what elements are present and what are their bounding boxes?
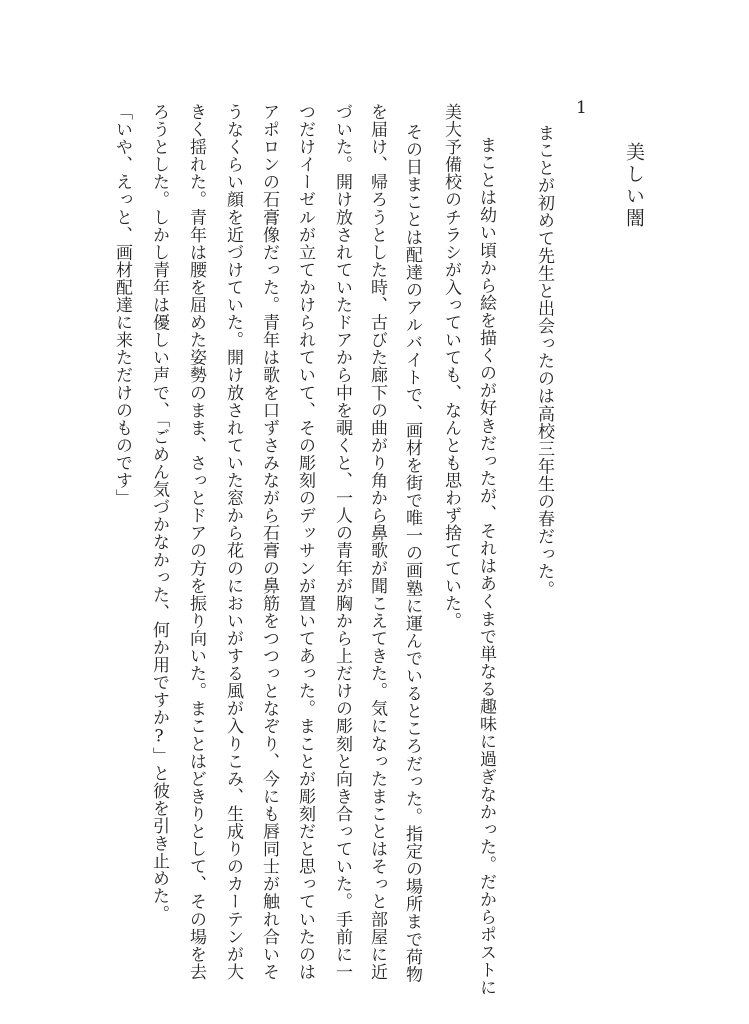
- text-line: アポロンの石膏像だった。青年は歌を口ずさみながら石膏の鼻筋をつつっとなぞり、今にも唇同士が触れ合いそ: [259, 103, 279, 981]
- chapter-number: 1: [576, 98, 587, 118]
- text-line: つだけイーゼルが立てかけられていて、その彫刻のデッサンが置いてあった。まことが彫刻だと思っていたのは: [295, 103, 315, 981]
- text-line: を届け、帰ろうとした時、古びた廊下の曲がり角から鼻歌が聞こえてきた。気になったまことはそっと部屋に近: [367, 103, 387, 981]
- text-line: ろうとした。しかし青年は優しい声で、「ごめん気づかなかった、何か用ですか?」と彼を引き止めた。: [149, 103, 169, 923]
- text-line: うなくらい顔を近づけていた。開け放されていた窓から花のにおいがする風が入りこみ、生成りのカーテンが大: [223, 103, 243, 981]
- text-line: きく揺れた。青年は腰を屈めた姿勢のまま、さっとドアの方を振り向いた。まことはどきりとして、その場を去: [186, 103, 206, 981]
- text-line: まことが初めて先生と出会ったのは高校三年生の春だった。: [534, 124, 554, 598]
- text-line: づいた。開け放されていたドアから中を覗くと、一人の青年が胸から上だけの彫刻と向き合っていた。手前に一: [332, 103, 352, 981]
- text-line: まことは幼い頃から絵を描くのが好きだったが、それはあくまで単なる趣味に過ぎなかった。だからポストに: [476, 136, 496, 996]
- document-title: 美しい闇: [623, 142, 645, 230]
- text-line: 「いや、えっと、画材配達に来ただけのものです」: [112, 103, 132, 507]
- text-line: その日まことは配達のアルバイトで、画材を街で唯一の画塾に運んでいるところだった。指定の場所まで荷物: [402, 123, 422, 983]
- text-line: 美大予備校のチラシが入っていても、なんとも思わず捨てていた。: [441, 103, 461, 630]
